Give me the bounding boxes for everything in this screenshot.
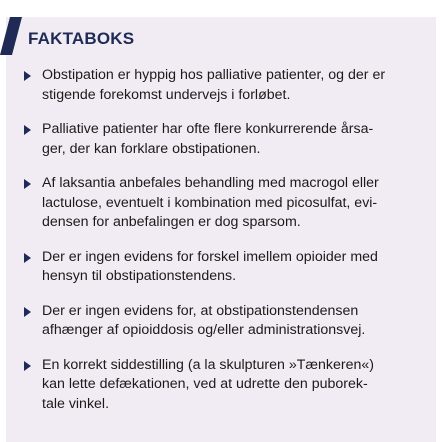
triangle-bullet-icon [24,71,31,81]
triangle-bullet-icon [24,179,31,189]
list-item-line: ger, der kan forklare obstipationen. [42,140,261,157]
list-item [14,120,432,159]
list-item-line: hensyn til obstipationstendens. [42,268,237,284]
list-item-line: Af laksantia anbefales behandling med macrogol eller [42,175,379,191]
list-item [14,174,432,233]
list-item-line: afhænger af opioiddosis og/eller administrationsvej. [42,322,366,338]
list-item [14,302,432,341]
triangle-bullet-icon [24,253,31,263]
list-item [14,66,432,105]
triangle-bullet-icon [24,125,31,135]
list-item [14,356,432,415]
list-item [14,248,432,287]
list-item-line: Palliative patienter har ofte flere konkurrerende årsa- [42,121,374,137]
slash-accent-icon [0,17,22,55]
list-item-line: stigende forekomst undervejs i forløbet. [42,86,291,103]
triangle-bullet-icon [24,307,31,317]
list-item-line: densen for anbefalingen er dog sparsom. [42,214,301,230]
list-item-line: Der er ingen evidens for forskel imellem opioider med [42,248,378,265]
list-item-line: Der er ingen evidens for, at obstipationstendensen [42,302,359,319]
triangle-bullet-icon [24,361,31,371]
list-item-line: En korrekt siddestilling (a la skulpturen »Tænkeren«) [42,356,374,373]
fact-box-title: FAKTABOKS [28,29,135,48]
list-item-line: kan lette defækationen, ved at udrette den puborek- [42,376,368,392]
list-item-line: lactulose, eventuelt i kombination med picosulfat, evi- [42,194,378,211]
list-item-line: Obstipation er hyppig hos palliative patienter, og der er [42,67,386,83]
list-item-line: tale vinkel. [42,395,110,412]
fact-list [14,66,432,429]
